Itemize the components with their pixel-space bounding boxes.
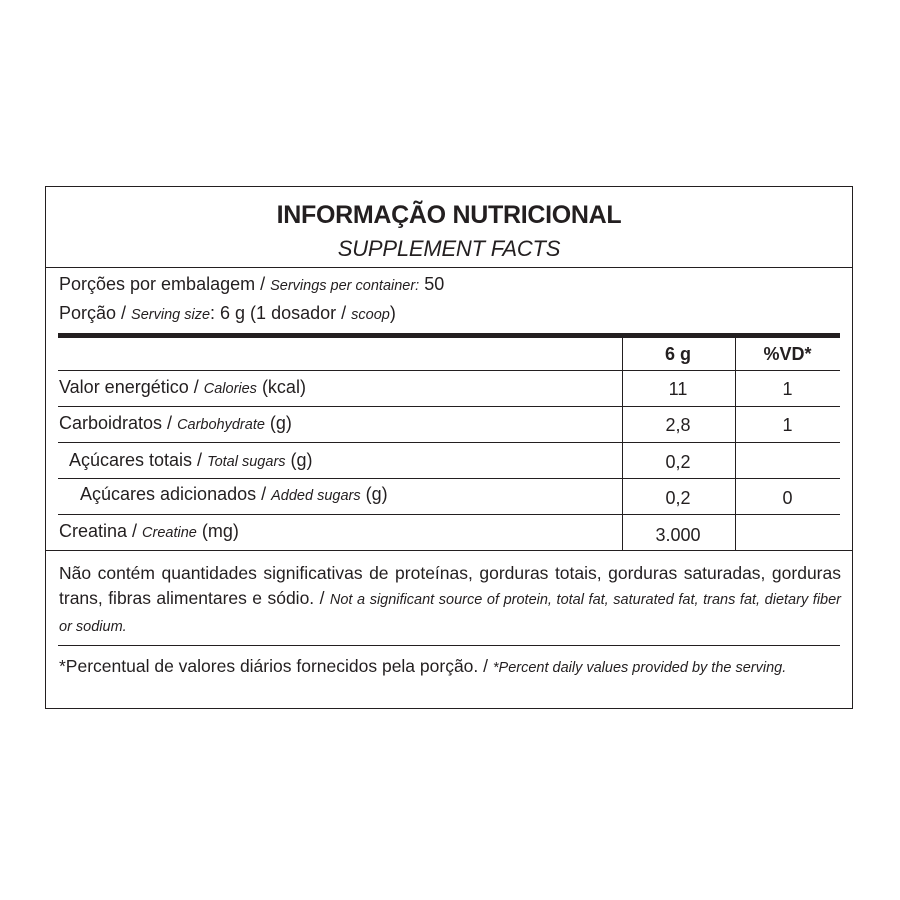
nutrient-name-pt: Creatina / [59, 521, 143, 541]
row-divider [58, 370, 840, 371]
nutrient-label-total-sugars [69, 450, 313, 471]
dv-carbohydrate: 1 [782, 415, 793, 435]
panel-subtitle: SUPPLEMENT FACTS [337, 236, 561, 261]
serving-size-close: ) [389, 303, 396, 323]
nutrient-unit: (g) [264, 413, 292, 433]
nutrient-label-carbohydrate [59, 413, 292, 434]
nutrient-name-en: Carbohydrate [177, 417, 265, 433]
servings-per-container [59, 274, 444, 295]
nutrient-unit: (g) [285, 450, 313, 470]
table-bottom-divider [46, 550, 852, 551]
nutrient-name-en: Total sugars [207, 454, 286, 470]
row-divider [58, 514, 840, 515]
note-not-significant-pt: Não contém quantidades significativas de proteínas, gorduras totais, gorduras saturadas, gorduras trans, fibras alimentares e sódio. / [59, 563, 841, 608]
servings-label-pt: Porções por embalagem / [59, 274, 271, 294]
nutrition-facts-panel [45, 186, 853, 709]
row-divider [58, 478, 840, 479]
nutrient-name-pt: Açúcares adicionados / [80, 484, 272, 504]
note-percent-en: *Percent daily values provided by the serving. [492, 660, 787, 676]
nutrient-name-pt: Valor energético / [59, 377, 204, 397]
servings-value: 50 [419, 274, 445, 294]
amount-added-sugars: 0,2 [665, 488, 691, 508]
serving-size-label-en: Serving size [131, 307, 211, 323]
nutrient-label-calories [59, 377, 306, 398]
note-percent-pt: *Percentual de valores diários fornecidos pela porção. / [59, 656, 493, 676]
note-percent-daily [59, 654, 841, 681]
row-divider [58, 442, 840, 443]
note-not-significant-en: Not a significant source of protein, total fat, saturated fat, trans fat, dietary fiber or sodium. [59, 592, 842, 635]
nutrient-label-creatine [59, 521, 239, 542]
nutrient-unit: (g) [360, 484, 388, 504]
row-divider [58, 406, 840, 407]
serving-size-value: : 6 g (1 dosador / [210, 303, 352, 323]
nutrient-unit: (kcal) [256, 377, 306, 397]
servings-label-en: Servings per container: [270, 278, 420, 294]
amount-calories: 11 [668, 379, 688, 399]
nutrient-unit: (mg) [196, 521, 239, 541]
thick-divider [58, 333, 840, 338]
dv-calories: 1 [782, 379, 793, 399]
serving-size-label-pt: Porção / [59, 303, 132, 323]
nutrient-label-added-sugars [80, 484, 388, 505]
amount-creatine: 3.000 [655, 525, 701, 545]
column-header-amount: 6 g [664, 344, 691, 364]
nutrient-name-en: Creatine [142, 525, 197, 541]
notes-divider [58, 645, 840, 646]
note-not-significant [59, 561, 841, 640]
header-divider [46, 267, 852, 268]
dv-added-sugars: 0 [782, 488, 793, 508]
nutrient-name-en: Calories [203, 381, 257, 397]
serving-size [59, 303, 396, 324]
amount-carbohydrate: 2,8 [665, 415, 691, 435]
serving-size-unit-en: scoop [351, 307, 390, 323]
amount-total-sugars: 0,2 [665, 452, 691, 472]
panel-title: INFORMAÇÃO NUTRICIONAL [276, 201, 622, 229]
nutrient-name-pt: Açúcares totais / [69, 450, 208, 470]
nutrient-name-en: Added sugars [271, 488, 361, 504]
nutrient-name-pt: Carboidratos / [59, 413, 178, 433]
column-header-dv: %VD* [763, 344, 812, 364]
